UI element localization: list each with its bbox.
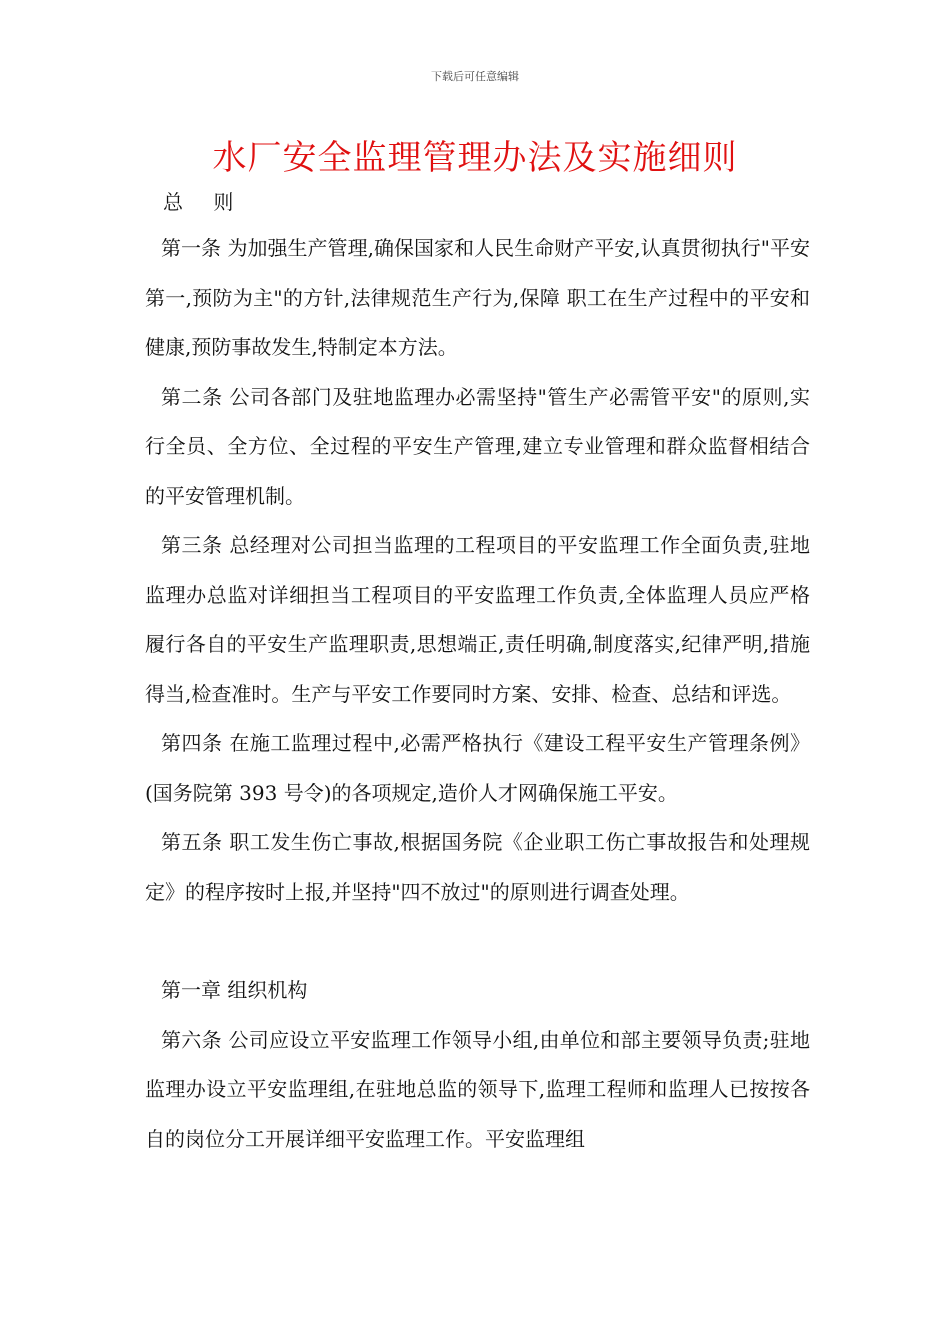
- article-6: 第六条 公司应设立平安监理工作领导小组,由单位和部主要领导负责;驻地监理办设立平安监理组,在驻地总监的领导下,监理工程师和监理人已按按各自的岗位分工开展详细平安监理工作。平安监理组: [145, 1027, 810, 1151]
- article-2: 第二条 公司各部门及驻地监理办必需坚持"管生产必需管平安"的原则,实行全员、全方位、全过程的平安生产管理,建立专业管理和群众监督相结合的平安管理机制。: [145, 384, 810, 508]
- article-5: 第五条 职工发生伤亡事故,根据国务院《企业职工伤亡事故报告和处理规定》的程序按时上报,并坚持"四不放过"的原则进行调查处理。: [145, 830, 810, 904]
- article-3: 第三条 总经理对公司担当监理的工程项目的平安监理工作全面负责,驻地监理办总监对详细担当工程项目的平安监理工作负责,全体监理人员应严格履行各自的平安生产监理职责,思想端正,责任明确,制度落实,纪律严明,措施得当,检查准时。生产与平安工作要同时方案、安排、检查、总结和评选。: [145, 533, 810, 706]
- article-1: 第一条 为加强生产管理,确保国家和人民生命财产平安,认真贯彻执行"平安第一,预防为主"的方针,法律规范生产行为,保障 职工在生产过程中的平安和健康,预防事故发生,特制定本方法。: [145, 236, 810, 359]
- header-note: 下载后可任意编辑: [431, 70, 519, 83]
- document-title: 水厂安全监理管理办法及实施细则: [212, 138, 738, 178]
- document-body: [145, 224, 810, 1164]
- chapter-1-heading: 第一章 组织机构: [161, 978, 308, 1002]
- article-4: 第四条 在施工监理过程中,必需严格执行《建设工程平安生产管理条例》(国务院第 393 号令)的各项规定,造价人才网确保施工平安。: [145, 731, 810, 805]
- general-heading: 总 则: [163, 190, 246, 214]
